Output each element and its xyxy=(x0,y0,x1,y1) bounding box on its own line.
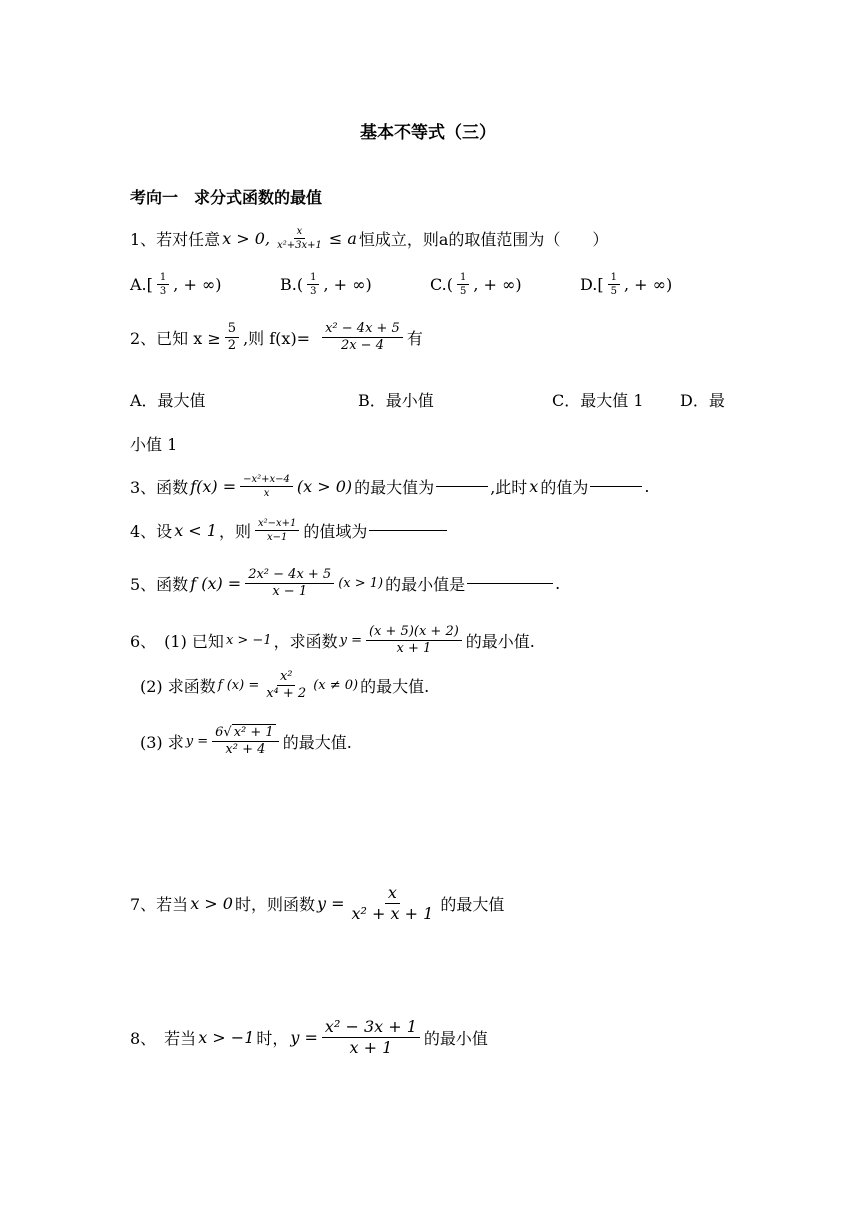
q6-p1-cond: x > −1 xyxy=(225,633,272,649)
q1-option-b-num: 1 xyxy=(307,272,319,285)
q1-option-d xyxy=(580,272,672,297)
q1-option-c-num: 1 xyxy=(457,272,469,285)
q8-y: y = xyxy=(290,1027,318,1047)
q1-option-c-pre: C.( xyxy=(430,275,453,294)
question-1 xyxy=(130,226,608,251)
q6-p1-fraction xyxy=(366,625,462,657)
q6-p2-fraction xyxy=(263,670,309,702)
q1-option-a xyxy=(130,272,222,297)
q1-fraction xyxy=(274,226,325,251)
q3-period: . xyxy=(644,477,650,496)
q5-frac-numerator: 2x² − 4x + 5 xyxy=(245,568,334,584)
q3-frac-denominator: x xyxy=(263,488,270,499)
q6-p3-frac-numerator xyxy=(212,726,279,742)
q8-suffix: 的最小值 xyxy=(423,1028,488,1048)
q6-p3-suffix: 的最大值. xyxy=(282,733,352,753)
q4-cond: x < 1 xyxy=(174,521,217,540)
q6-p2-frac-denominator: x⁴ + 2 xyxy=(266,686,307,702)
q8-cond: x > −1 xyxy=(198,1027,255,1047)
q3-fraction xyxy=(240,474,293,499)
q8-frac-numerator: x² − 3x + 1 xyxy=(322,1018,420,1038)
q1-option-a-post: , + ∞) xyxy=(173,275,222,294)
q3-prefix: 3、函数 xyxy=(130,478,189,497)
q2-frac-numerator: x² − 4x + 5 xyxy=(322,322,403,338)
q7-cond: x > 0 xyxy=(190,893,233,913)
q3-var: x xyxy=(529,477,539,496)
q8-frac-denominator: x + 1 xyxy=(349,1037,393,1057)
q3-mid2: ,此时 xyxy=(490,478,528,497)
q6-p1-mid: ，求函数 xyxy=(273,632,338,652)
q3-frac-numerator: −x²+x−4 xyxy=(240,474,293,487)
q4-blank[interactable] xyxy=(369,530,447,531)
q6-p3-coef: 6 xyxy=(215,725,224,740)
q1-option-b xyxy=(280,272,372,297)
q3-mid: 的最大值为 xyxy=(354,478,435,497)
q1-frac-denominator: x²+3x+1 xyxy=(277,240,322,251)
q4-prefix: 4、设 xyxy=(130,522,173,541)
q7-mid: 时，则函数 xyxy=(234,894,315,914)
q8-prefix: 8、 若当 xyxy=(130,1028,197,1048)
q3-cond: (x > 0) xyxy=(296,477,353,496)
q1-option-b-frac xyxy=(307,272,319,297)
q8-fraction xyxy=(322,1018,420,1056)
q4-fraction xyxy=(255,518,299,543)
q6-p3-y: y = xyxy=(185,734,209,750)
q1-option-a-pre: A.[ xyxy=(130,275,153,294)
q3-blank-2[interactable] xyxy=(590,486,642,487)
question-5 xyxy=(130,568,560,600)
q2-cond-den: 2 xyxy=(227,338,237,354)
q2-option-d: D．最 xyxy=(680,391,725,410)
q1-option-d-frac xyxy=(608,272,620,297)
q5-period: . xyxy=(555,574,561,594)
q1-relation: ≤ a xyxy=(328,229,357,248)
q2-fraction xyxy=(322,322,403,354)
q8-mid: 时， xyxy=(256,1028,289,1048)
q2-cond-frac xyxy=(225,322,239,354)
q6-p3-prefix: (3) 求 xyxy=(140,733,184,753)
q1-option-d-num: 1 xyxy=(608,272,620,285)
q7-y: y = xyxy=(316,893,345,913)
question-3 xyxy=(130,474,649,499)
q1-option-a-num: 1 xyxy=(157,272,169,285)
question-6-part-3 xyxy=(140,726,352,758)
q2-prefix: 2、已知 x ≥ xyxy=(130,329,221,349)
q2-frac-denominator: 2x − 4 xyxy=(340,338,384,354)
q7-fraction xyxy=(349,884,437,922)
question-2 xyxy=(130,322,423,354)
question-7 xyxy=(130,884,504,922)
sqrt-icon: √ xyxy=(223,725,232,740)
q4-frac-denominator: x−1 xyxy=(267,532,288,543)
q1-frac-numerator: x xyxy=(294,226,306,239)
q5-fx: f (x) = xyxy=(190,574,242,594)
q1-option-b-pre: B.( xyxy=(280,275,304,294)
q1-option-c-post: , + ∞) xyxy=(473,275,522,294)
q1-option-b-post: , + ∞) xyxy=(323,275,372,294)
q6-p1-prefix: 6、 (1) 已知 xyxy=(130,632,224,652)
q7-prefix: 7、若当 xyxy=(130,894,189,914)
q7-suffix: 的最大值 xyxy=(440,894,505,914)
q1-option-d-post: , + ∞) xyxy=(623,275,673,294)
q1-option-c xyxy=(430,272,522,297)
q2-option-a: A．最大值 xyxy=(130,391,206,410)
question-6-part-2 xyxy=(140,670,429,702)
q1-prefix: 1、若对任意 xyxy=(130,230,221,249)
q6-p2-cond: (x ≠ 0) xyxy=(313,678,359,694)
page-title: 基本不等式（三） xyxy=(360,123,496,143)
q1-option-d-den: 5 xyxy=(610,286,617,297)
q6-p1-suffix: 的最小值. xyxy=(465,632,535,652)
q2-cond-num: 5 xyxy=(225,322,239,338)
q1-option-c-frac xyxy=(457,272,469,297)
q2-option-c: C．最大值 1 xyxy=(552,391,644,410)
question-8 xyxy=(130,1018,488,1056)
q6-p2-frac-numerator: x² xyxy=(277,670,296,686)
q5-blank[interactable] xyxy=(467,583,553,584)
q6-p2-suffix: 的最大值. xyxy=(360,677,430,697)
q4-mid: ，则 xyxy=(218,522,251,541)
q5-suffix: 的最小值是 xyxy=(385,575,466,595)
q6-p1-frac-numerator: (x + 5)(x + 2) xyxy=(366,625,462,641)
q3-blank-1[interactable] xyxy=(436,486,488,487)
q5-frac-denominator: x − 1 xyxy=(272,584,308,600)
q4-suffix: 的值域为 xyxy=(303,522,368,541)
q4-frac-numerator: x²−x+1 xyxy=(255,518,299,531)
question-4 xyxy=(130,518,447,543)
q6-p2-prefix: (2) 求函数 xyxy=(140,677,216,697)
q2-option-b: B．最小值 xyxy=(358,391,434,410)
q3-fx: f(x) = xyxy=(190,477,237,496)
q1-suffix: 恒成立，则a的取值范围为（ ） xyxy=(358,230,609,249)
q5-prefix: 5、函数 xyxy=(130,575,189,595)
q6-p3-radicand: x² + 1 xyxy=(233,725,274,740)
question-6-part-1 xyxy=(130,625,535,657)
q1-option-d-pre: D.[ xyxy=(580,275,604,294)
q7-frac-numerator: x xyxy=(385,884,400,904)
q3-end: 的值为 xyxy=(540,478,589,497)
q2-suffix: 有 xyxy=(406,329,423,349)
q6-p1-y: y = xyxy=(339,633,362,649)
q2-mid: ,则 f(x)= xyxy=(243,329,311,349)
q6-p1-frac-denominator: x + 1 xyxy=(396,641,432,657)
q7-frac-denominator: x² + x + 1 xyxy=(351,903,434,923)
q1-option-b-den: 3 xyxy=(310,286,317,297)
q1-option-c-den: 5 xyxy=(460,286,467,297)
q5-fraction xyxy=(245,568,334,600)
q6-p3-frac-denominator: x² + 4 xyxy=(225,742,266,758)
q1-condition: x > 0, xyxy=(222,229,271,248)
q1-option-a-frac xyxy=(157,272,169,297)
q6-p3-fraction xyxy=(212,726,279,758)
q2-option-d-cont: 小值 1 xyxy=(130,435,178,454)
q5-cond: (x > 1) xyxy=(338,576,384,592)
q1-option-a-den: 3 xyxy=(159,286,167,297)
q6-p2-fx: f (x) = xyxy=(217,678,260,694)
section-heading: 考向一 求分式函数的最值 xyxy=(130,188,323,207)
